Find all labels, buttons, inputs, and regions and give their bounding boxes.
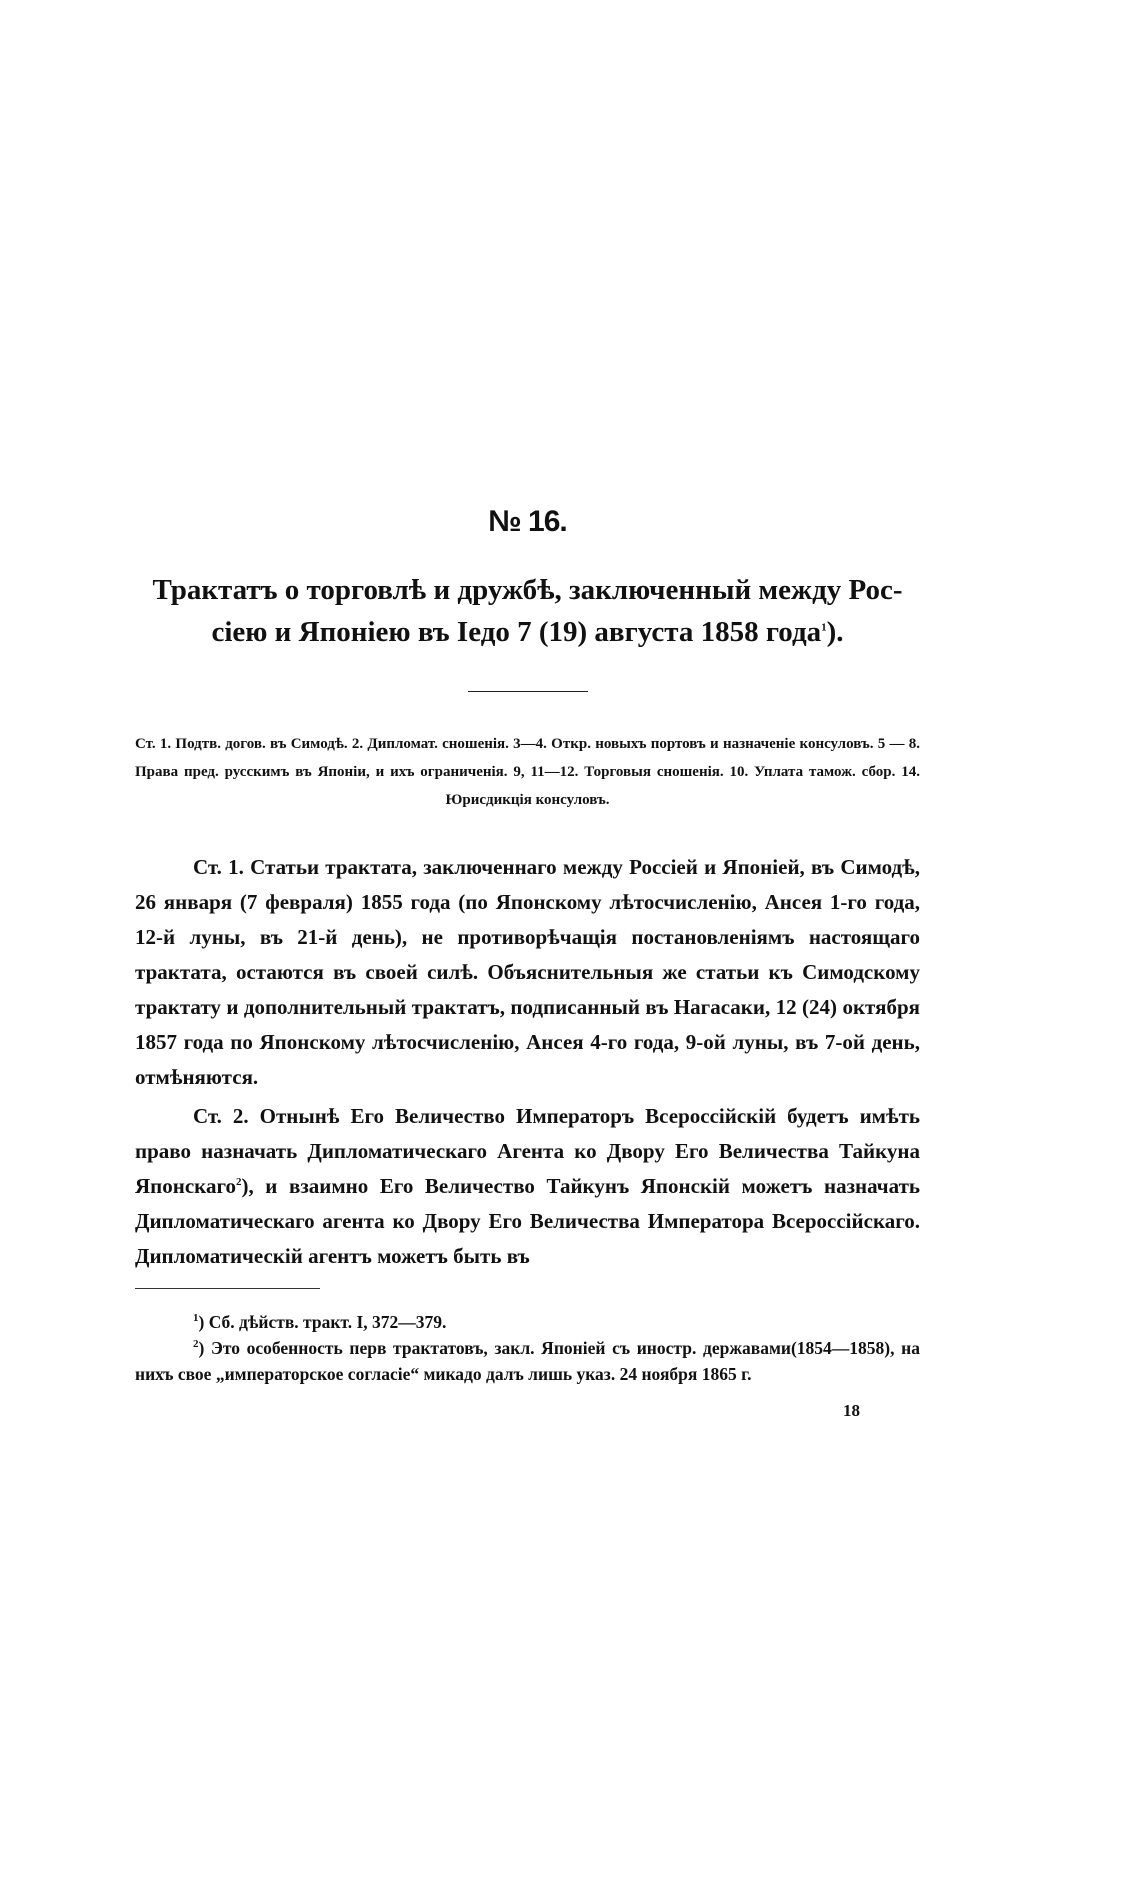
footnote-1-text: ) Сб. дѣйств. тракт. I, 372—379. — [198, 1312, 447, 1332]
footnote-1 — [135, 1309, 920, 1335]
page-number: 18 — [843, 1401, 860, 1420]
article-2-text-part-1: Ст. 2. Отнынѣ Его Величество Императоръ Всероссійскій будетъ имѣть право назначать Дипломатическаго Агента ко Двору Его Величества Тайкуна Японскаго — [135, 1104, 920, 1198]
footnote-2 — [135, 1335, 920, 1387]
title-line-2-end: ). — [826, 616, 844, 648]
title-divider — [468, 691, 588, 692]
title-footnote-marker: 1 — [821, 621, 827, 634]
title-line-1: Трактатъ о торговлѣ и дружбѣ, заключенный между Рос- — [152, 574, 903, 606]
document-title — [135, 569, 920, 653]
article-2 — [135, 1099, 920, 1274]
article-2-footnote-marker: 2 — [235, 1176, 242, 1188]
footnote-2-marker: 2 — [193, 1338, 199, 1351]
article-2-text-part-2: ), и взаимно Его Величество Тайкунъ Японскій можетъ назначать Дипломатическаго агента ко Двору Его Величества Императора Всероссійскаго. Дипломатическій агентъ можетъ быть въ — [135, 1174, 920, 1268]
page-content — [135, 505, 920, 1421]
document-number: № 16. — [488, 505, 567, 538]
title-line-2: сіею и Японіею въ Іедо 7 (19) августа 1858 года — [211, 616, 822, 648]
footnote-1-marker: 1 — [193, 1312, 199, 1325]
footnote-2-text: ) Это особенность перв трактатовъ, закл. Японіей съ иностр. державами(1854—1858), на нихъ свое „императорское согласіе“ микадо далъ лишь указ. 24 ноября 1865 г. — [135, 1338, 920, 1384]
footnote-divider — [135, 1288, 320, 1289]
article-1: Ст. 1. Статьи трактата, заключеннаго между Россіей и Японіей, въ Симодѣ, 26 января (7 февраля) 1855 года (по Японскому лѣтосчисленію, Ансея 1-го года, 12-й луны, въ 21-й день), не противорѣчащія постановленіямъ настоящаго трактата, остаются въ своей силѣ. Объяснительныя же статьи къ Симодскому трактату и дополнительный трактатъ, подписанный въ Нагасаки, 12 (24) октября 1857 года по Японскому лѣтосчисленію, Ансея 4-го года, 9-ой луны, въ 7-ой день, отмѣняются. — [135, 855, 920, 1089]
article-summary: Ст. 1. Подтв. догов. въ Симодѣ. 2. Дипломат. сношенія. 3—4. Откр. новыхъ портовъ и назначеніе консуловъ. 5 — 8. Права пред. русскимъ въ Японіи, и ихъ ограниченія. 9, 11—12. Торговыя сношенія. 10. Уплата тамож. сбор. 14. Юрисдикція консуловъ. — [135, 736, 920, 808]
